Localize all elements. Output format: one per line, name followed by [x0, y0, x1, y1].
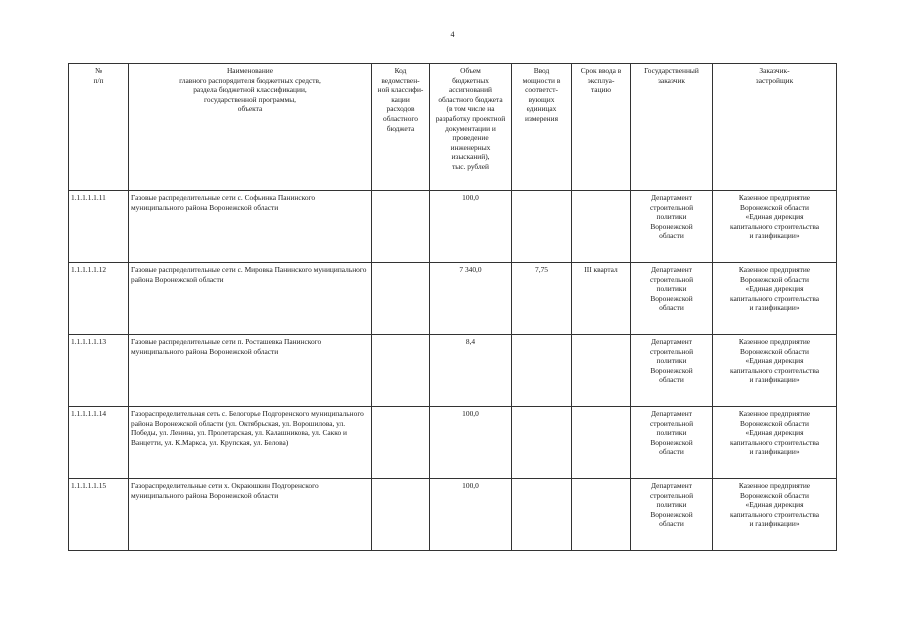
table-row — [69, 479, 837, 551]
row-term — [572, 407, 631, 479]
row-volume: 100,0 — [430, 191, 512, 263]
row-capacity — [512, 191, 572, 263]
row-number: 1.1.1.1.1.14 — [69, 407, 129, 479]
row-name: Газораспределительные сети х. Окраюшкин Подгоренского муниципального района Воронежской области — [129, 479, 372, 551]
row-developer: Казенное предприятие Воронежской области «Единая дирекция капитального строительства и газификации» — [713, 407, 837, 479]
row-name: Газовые распределительные сети п. Росташевка Панинского муниципального района Воронежской области — [129, 335, 372, 407]
row-developer: Казенное предприятие Воронежской области «Единая дирекция капитального строительства и газификации» — [713, 335, 837, 407]
row-customer: Департамент строительной политики Воронежской области — [631, 191, 713, 263]
header-term: Срок ввода в эксплуа- тацию — [572, 64, 631, 191]
row-volume: 100,0 — [430, 407, 512, 479]
row-code — [372, 191, 430, 263]
row-developer: Казенное предприятие Воронежской области «Единая дирекция капитального строительства и газификации» — [713, 263, 837, 335]
row-term — [572, 335, 631, 407]
row-name: Газораспределительная сеть с. Белогорье Подгоренского муниципального района Воронежской области (ул. Октябрьская, ул. Ворошилова, ул. Победы, ул. Ленина, ул. Пролетарская, ул. Калашникова, ул. Сакко и Ванцетти, ул. К.Маркса, ул. Крупская, ул. Белова) — [129, 407, 372, 479]
row-volume: 7 340,0 — [430, 263, 512, 335]
row-code — [372, 407, 430, 479]
table-header-row — [69, 64, 837, 191]
table-row — [69, 335, 837, 407]
row-code — [372, 479, 430, 551]
row-name: Газовые распределительные сети с. Мировка Панинского муниципального района Воронежской области — [129, 263, 372, 335]
row-number: 1.1.1.1.1.12 — [69, 263, 129, 335]
budget-table — [68, 63, 837, 551]
row-customer: Департамент строительной политики Воронежской области — [631, 335, 713, 407]
row-term — [572, 191, 631, 263]
row-name: Газовые распределительные сети с. Софьинка Панинского муниципального района Воронежской области — [129, 191, 372, 263]
row-code — [372, 263, 430, 335]
row-developer: Казенное предприятие Воронежской области «Единая дирекция капитального строительства и газификации» — [713, 479, 837, 551]
row-customer: Департамент строительной политики Воронежской области — [631, 479, 713, 551]
row-number: 1.1.1.1.1.11 — [69, 191, 129, 263]
row-customer: Департамент строительной политики Воронежской области — [631, 263, 713, 335]
row-number: 1.1.1.1.1.13 — [69, 335, 129, 407]
row-capacity — [512, 335, 572, 407]
row-capacity — [512, 479, 572, 551]
row-capacity: 7,75 — [512, 263, 572, 335]
header-customer: Государственный заказчик — [631, 64, 713, 191]
table-row — [69, 191, 837, 263]
header-developer: Заказчик- застройщик — [713, 64, 837, 191]
header-name: Наименование главного распорядителя бюджетных средств, раздела бюджетной классификации, государственной программы, объекта — [129, 64, 372, 191]
row-code — [372, 335, 430, 407]
row-volume: 100,0 — [430, 479, 512, 551]
row-volume: 8,4 — [430, 335, 512, 407]
header-volume: Объем бюджетных ассигнований областного бюджета (в том числе на разработку проектной документации и проведение инженерных изысканий), тыс. рублей — [430, 64, 512, 191]
page-number: 4 — [450, 30, 455, 39]
table-row — [69, 407, 837, 479]
row-customer: Департамент строительной политики Воронежской области — [631, 407, 713, 479]
row-capacity — [512, 407, 572, 479]
header-code: Код ведомствен- ной классифи- кации расходов областного бюджета — [372, 64, 430, 191]
row-term — [572, 479, 631, 551]
table-row — [69, 263, 837, 335]
row-number: 1.1.1.1.1.15 — [69, 479, 129, 551]
row-developer: Казенное предприятие Воронежской области «Единая дирекция капитального строительства и газификации» — [713, 191, 837, 263]
header-number: № п/п — [69, 64, 129, 191]
header-capacity: Ввод мощности в соответст- вующих единицах измерения — [512, 64, 572, 191]
row-term: III квартал — [572, 263, 631, 335]
